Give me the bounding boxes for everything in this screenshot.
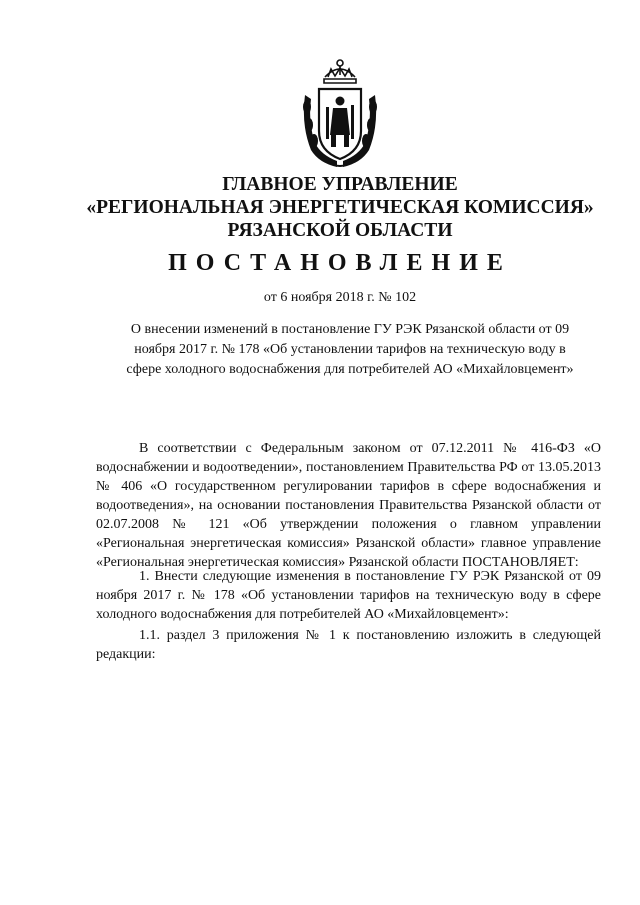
document-subject: О внесении изменений в постановление ГУ РЭК Рязанской области от 09 ноября 2017 г. № 178 «Об установлении тарифов на техническую воду в сфере холодного водоснабжения для потребителей АО «Михайловцемент»: [126, 322, 574, 377]
header-line-2: «РЕГИОНАЛЬНАЯ ЭНЕРГЕТИЧЕСКАЯ КОМИССИЯ»: [86, 197, 594, 218]
body-paragraph-3: 1.1. раздел 3 приложения № 1 к постановлению изложить в следующей редакции:: [96, 628, 601, 662]
body-paragraph-1: В соответствии с Федеральным законом от 07.12.2011 № 416-ФЗ «О водоснабжении и водоотведении», постановлением Правительства РФ от 13.05.2013 № 406 «О государственном регулировании тарифов в сфере водоснабжения и водоотведения», на основании постановления Правительства Рязанской области от 02.07.2008 № 121 «Об утверждении положения о главном управлении «Региональная энергетическая комиссия» Рязанской области» главное управление «Региональная энергетическая комиссия» Рязанской области ПОСТАНОВЛЯЕТ:: [96, 441, 601, 570]
document-type: ПОСТАНОВЛЕНИЕ: [168, 250, 512, 276]
header-line-3: РЯЗАНСКОЙ ОБЛАСТИ: [227, 220, 453, 241]
header-line-1: ГЛАВНОЕ УПРАВЛЕНИЕ: [222, 174, 458, 195]
document-date-number: от 6 ноября 2018 г. № 102: [263, 290, 417, 305]
coat-of-arms-emblem-icon: [297, 55, 383, 173]
body-paragraph-2: 1. Внести следующие изменения в постановление ГУ РЭК Рязанской от 09 ноября 2017 г. № 178 «Об установлении тарифов на техническую воду в сфере холодного водоснабжения для потребителей АО «Михайловцемент»:: [96, 569, 601, 622]
